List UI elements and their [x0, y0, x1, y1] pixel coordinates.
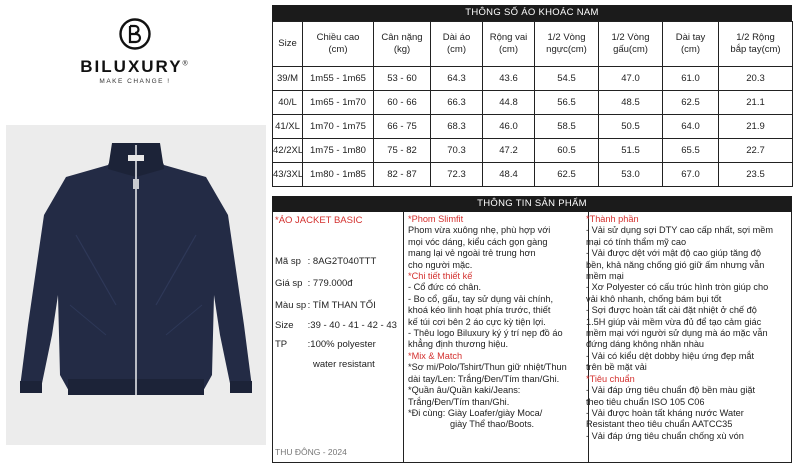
size-table-header [273, 22, 793, 67]
header-sleeve: Dài tay (cm) [663, 22, 719, 67]
jacket-illustration [6, 125, 266, 445]
mix-line: *Quần âu/Quần kaki/Jeans: [408, 385, 521, 396]
header-shoulder: Rộng vai (cm) [483, 22, 535, 67]
form-line: Phom vừa xuông nhẹ, phù hợp với [408, 225, 551, 236]
table-row [273, 91, 793, 115]
table-cell: 1m70 - 1m75 [303, 115, 374, 139]
composition-line: bền, khả năng chống gió giữ ấm nhưng vẫn [586, 259, 765, 270]
table-cell: 1m80 - 1m85 [303, 163, 374, 187]
details-line: khoá kéo linh hoạt phía trước, thiết [408, 305, 551, 316]
standards-line: - Vải đáp ứng tiêu chuẩn chống xù vón [586, 430, 744, 441]
product-info-panel [272, 212, 792, 463]
table-cell: 82 - 87 [374, 163, 431, 187]
product-code-row: Mã sp : 8AG2T040TTT [275, 256, 377, 267]
table-cell: 62.5 [663, 91, 719, 115]
composition-line: mềm mại với người sử dụng mà áo mặc vẫn [586, 328, 768, 339]
table-cell: 70.3 [431, 139, 483, 163]
table-cell: 21.9 [719, 115, 793, 139]
brand-slogan: MAKE CHANGE ! [99, 78, 171, 85]
product-summary-column [273, 212, 404, 462]
table-cell: 53 - 60 [374, 67, 431, 91]
form-line: mọi vóc dáng, kiểu cách gọn gàng [408, 236, 548, 247]
table-cell: 75 - 82 [374, 139, 431, 163]
table-cell: 43/3XL [273, 163, 303, 187]
details-line: khẳng định thương hiệu. [408, 339, 509, 350]
brand-name: BILUXURY® [80, 57, 190, 76]
table-cell: 66 - 75 [374, 115, 431, 139]
header-weight: Cân nặng (kg) [374, 22, 431, 67]
header-chest: 1/2 Vòng ngực(cm) [535, 22, 599, 67]
table-cell: 68.3 [431, 115, 483, 139]
composition-line: vải khô nhanh, chống bám bụi tốt [586, 293, 722, 304]
table-cell: 21.1 [719, 91, 793, 115]
composition-line: - Vải có kiểu dệt dobby hiệu ứng đẹp mắt [586, 350, 755, 361]
form-heading: *Phom Slimfit [408, 214, 464, 224]
product-color-row: Màu sp : TÍM THAN TỐI [275, 300, 376, 311]
composition-line: mại có tính thẩm mỹ cao [586, 236, 687, 247]
composition-line: đứng dáng không nhăn nhàu [586, 339, 705, 350]
product-material-row: TP :100% polyester [275, 339, 376, 350]
brand-block [60, 18, 210, 85]
composition-line: 1.5H giúp vải mềm vừa đủ để tạo cảm giác [586, 316, 762, 327]
standards-line: - Vải đáp ứng tiêu chuẩn độ bền màu giặt [586, 385, 756, 396]
table-cell: 56.5 [535, 91, 599, 115]
material-column [582, 212, 799, 462]
table-cell: 1m65 - 1m70 [303, 91, 374, 115]
composition-heading: *Thành phần [586, 214, 639, 224]
size-table [272, 21, 793, 187]
table-cell: 41/XL [273, 115, 303, 139]
composition-line: - Sợi được hoàn tất cài đặt nhiệt ở chế độ [586, 305, 757, 316]
form-line: cho người mặc. [408, 259, 473, 270]
table-cell: 60 - 66 [374, 91, 431, 115]
product-photo [6, 125, 266, 445]
table-cell: 22.7 [719, 139, 793, 163]
table-row [273, 163, 793, 187]
composition-line: - Vải sử dụng sợi DTY cao cấp nhất, sợi mềm [586, 225, 774, 236]
table-cell: 51.5 [599, 139, 663, 163]
composition-line: - Xơ Polyester có cấu trúc hình tròn giúp cho [586, 282, 769, 293]
mix-line: Trắng/Đen/Tím than/Ghi. [408, 396, 510, 407]
table-cell: 42/2XL [273, 139, 303, 163]
product-size-row: Size :39 - 40 - 41 - 42 - 43 [275, 320, 397, 331]
table-cell: 40/L [273, 91, 303, 115]
table-cell: 50.5 [599, 115, 663, 139]
details-line: - Cổ đức có chân. [408, 282, 482, 293]
details-heading: *Chi tiết thiết kế [408, 271, 473, 282]
table-cell: 48.5 [599, 91, 663, 115]
standards-line: Resistant theo tiêu chuẩn AATCC35 [586, 419, 733, 430]
table-cell: 1m55 - 1m65 [303, 67, 374, 91]
table-cell: 60.5 [535, 139, 599, 163]
mix-heading: *Mix & Match [408, 350, 463, 361]
standards-line: theo tiêu chuẩn ISO 105 C06 [586, 396, 705, 407]
form-line: mang lại vẻ ngoài trẻ trung hơn [408, 248, 536, 259]
table-cell: 58.5 [535, 115, 599, 139]
mix-line: *Sơ mi/Polo/Tshirt/Thun giữ nhiệt/Thun [408, 362, 567, 373]
header-hem: 1/2 Vòng gấu(cm) [599, 22, 663, 67]
table-cell: 23.5 [719, 163, 793, 187]
composition-line: - Vải được dệt với mật độ cao giúp tăng độ [586, 248, 761, 259]
table-cell: 43.6 [483, 67, 535, 91]
table-cell: 48.4 [483, 163, 535, 187]
header-bicep: 1/2 Rộng bắp tay(cm) [719, 22, 793, 67]
mix-line: dài tay/Len: Trắng/Đen/Tím than/Ghi. [408, 373, 560, 384]
table-row [273, 67, 793, 91]
table-cell: 46.0 [483, 115, 535, 139]
product-name: *ÁO JACKET BASIC [275, 215, 363, 226]
table-cell: 1m75 - 1m80 [303, 139, 374, 163]
details-line: - Thêu logo Biluxury ký ý trí nẹp đồ áo [408, 328, 563, 339]
b-circle-logo-icon [119, 18, 151, 50]
standards-heading: *Tiêu chuẩn [586, 373, 635, 384]
table-cell: 66.3 [431, 91, 483, 115]
table-cell: 47.0 [599, 67, 663, 91]
product-material-note: water resistant [313, 359, 375, 370]
composition-line: mềm mại [586, 271, 624, 282]
mix-line: *Đi cùng: Giày Loafer/giày Moca/ [408, 407, 543, 418]
table-row [273, 139, 793, 163]
table-cell: 54.5 [535, 67, 599, 91]
table-cell: 64.0 [663, 115, 719, 139]
composition-line: trên bề mặt vải [586, 362, 647, 373]
product-price-row: Giá sp : 779.000đ [275, 278, 353, 289]
table-cell: 64.3 [431, 67, 483, 91]
size-chart-title: THÔNG SỐ ÁO KHOÁC NAM [272, 5, 792, 21]
table-cell: 20.3 [719, 67, 793, 91]
season-label: THU ĐÔNG - 2024 [275, 446, 347, 457]
table-cell: 61.0 [663, 67, 719, 91]
details-line: - Bo cổ, gấu, tay sử dụng vải chính, [408, 293, 554, 304]
mix-line: giày Thể thao/Boots. [450, 419, 535, 430]
table-cell: 72.3 [431, 163, 483, 187]
table-cell: 53.0 [599, 163, 663, 187]
header-size: Size [273, 22, 303, 67]
product-info [272, 196, 792, 463]
table-cell: 47.2 [483, 139, 535, 163]
table-cell: 62.5 [535, 163, 599, 187]
table-cell: 39/M [273, 67, 303, 91]
header-length: Dài áo (cm) [431, 22, 483, 67]
details-line: kế túi cơi bên 2 áo cực kỳ tiện lợi. [408, 316, 546, 327]
table-cell: 65.5 [663, 139, 719, 163]
table-cell: 67.0 [663, 163, 719, 187]
table-cell: 44.8 [483, 91, 535, 115]
size-chart [272, 5, 792, 187]
design-column [404, 212, 589, 462]
header-height: Chiều cao (cm) [303, 22, 374, 67]
product-info-title: THÔNG TIN SẢN PHẨM [272, 196, 792, 212]
standards-line: - Vải được hoàn tất kháng nước Water [586, 407, 744, 418]
table-row [273, 115, 793, 139]
